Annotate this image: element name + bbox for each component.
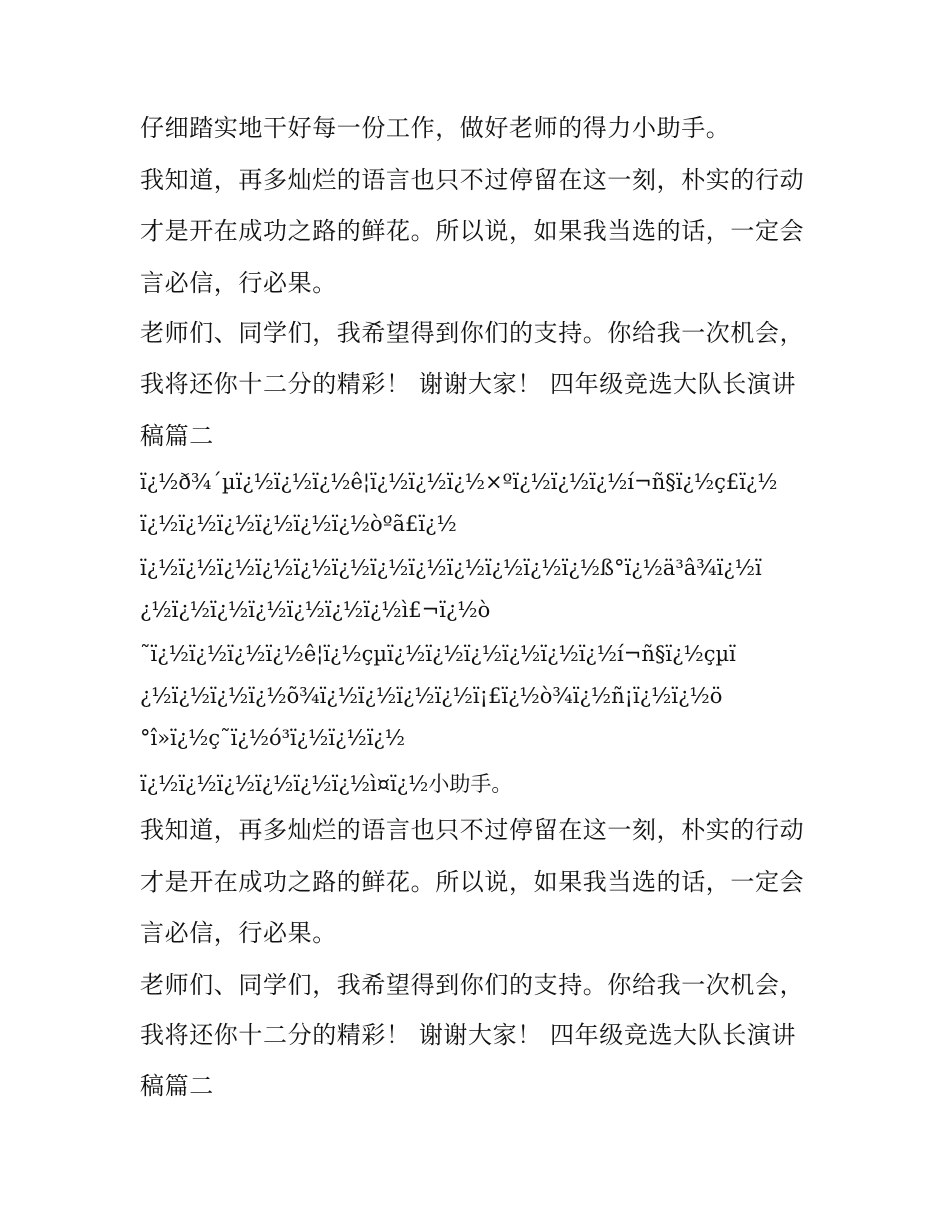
text-line: 我知道，再多灿烂的语言也只不过停留在这一刻，朴实的行动 xyxy=(140,166,805,194)
text-line: 言必信，行必果。 xyxy=(140,269,337,297)
text-line: 我知道，再多灿烂的语言也只不过停留在这一刻，朴实的行动 xyxy=(140,816,805,844)
text-line: 老师们、同学们，我希望得到你们的支持。你给我一次机会， xyxy=(140,971,805,999)
garbled-text-line: ï¿½ï¿½ï¿½ï¿½ï¿½ï¿½ì¤ï¿½小助手。 xyxy=(140,772,513,796)
text-line: 言必信，行必果。 xyxy=(140,919,337,947)
text-line: 我将还你十二分的精彩！ 谢谢大家！ 四年级竞选大队长演讲 xyxy=(140,370,797,398)
text-line: 才是开在成功之路的鲜花。所以说，如果我当选的话，一定会 xyxy=(140,217,805,245)
text-line: 老师们、同学们，我希望得到你们的支持。你给我一次机会， xyxy=(140,319,805,347)
garbled-text-line: °î»ï¿½ç˜ï¿½ó³ï¿½ï¿½ï¿½ xyxy=(140,726,406,750)
garbled-text-line: ï¿½ï¿½ï¿½ï¿½ï¿½ï¿½òºã£ï¿½ xyxy=(140,512,457,536)
text-line: 稿篇二 xyxy=(140,422,214,450)
text-line: 才是开在成功之路的鲜花。所以说，如果我当选的话，一定会 xyxy=(140,868,805,896)
text-line: 稿篇二 xyxy=(140,1072,214,1100)
garbled-text-line: ¿½ï¿½ï¿½ï¿½õ¾ï¿½ï¿½ï¿½ï¿½ï¡£ï¿½ò¾ï¿½ñ¡ï¿½ï¿½ö xyxy=(140,684,723,708)
garbled-text-line: ï¿½ï¿½ï¿½ï¿½ï¿½ï¿½ï¿½ï¿½ï¿½ï¿½ï¿½ï¿½ß°ï¿½ä³â¾ï¿½ï xyxy=(140,556,762,580)
garbled-text-line: ï¿½ð¾´µï¿½ï¿½ï¿½ê¦ï¿½ï¿½ï¿½×ºï¿½ï¿½ï¿½í¬ñ§ï¿½ç£ï¿½ xyxy=(140,470,778,494)
text-line: 仔细踏实地干好每一份工作，做好老师的得力小助手。 xyxy=(140,114,731,142)
garbled-text-line: ˜ï¿½ï¿½ï¿½ï¿½ê¦ï¿½çµï¿½ï¿½ï¿½ï¿½ï¿½ï¿½í¬ñ§ï¿½çµï xyxy=(140,642,736,666)
text-line: 我将还你十二分的精彩！ 谢谢大家！ 四年级竞选大队长演讲 xyxy=(140,1021,797,1049)
garbled-text-line: ¿½ï¿½ï¿½ï¿½ï¿½ï¿½ï¿½ì£¬ï¿½ò xyxy=(140,598,491,622)
